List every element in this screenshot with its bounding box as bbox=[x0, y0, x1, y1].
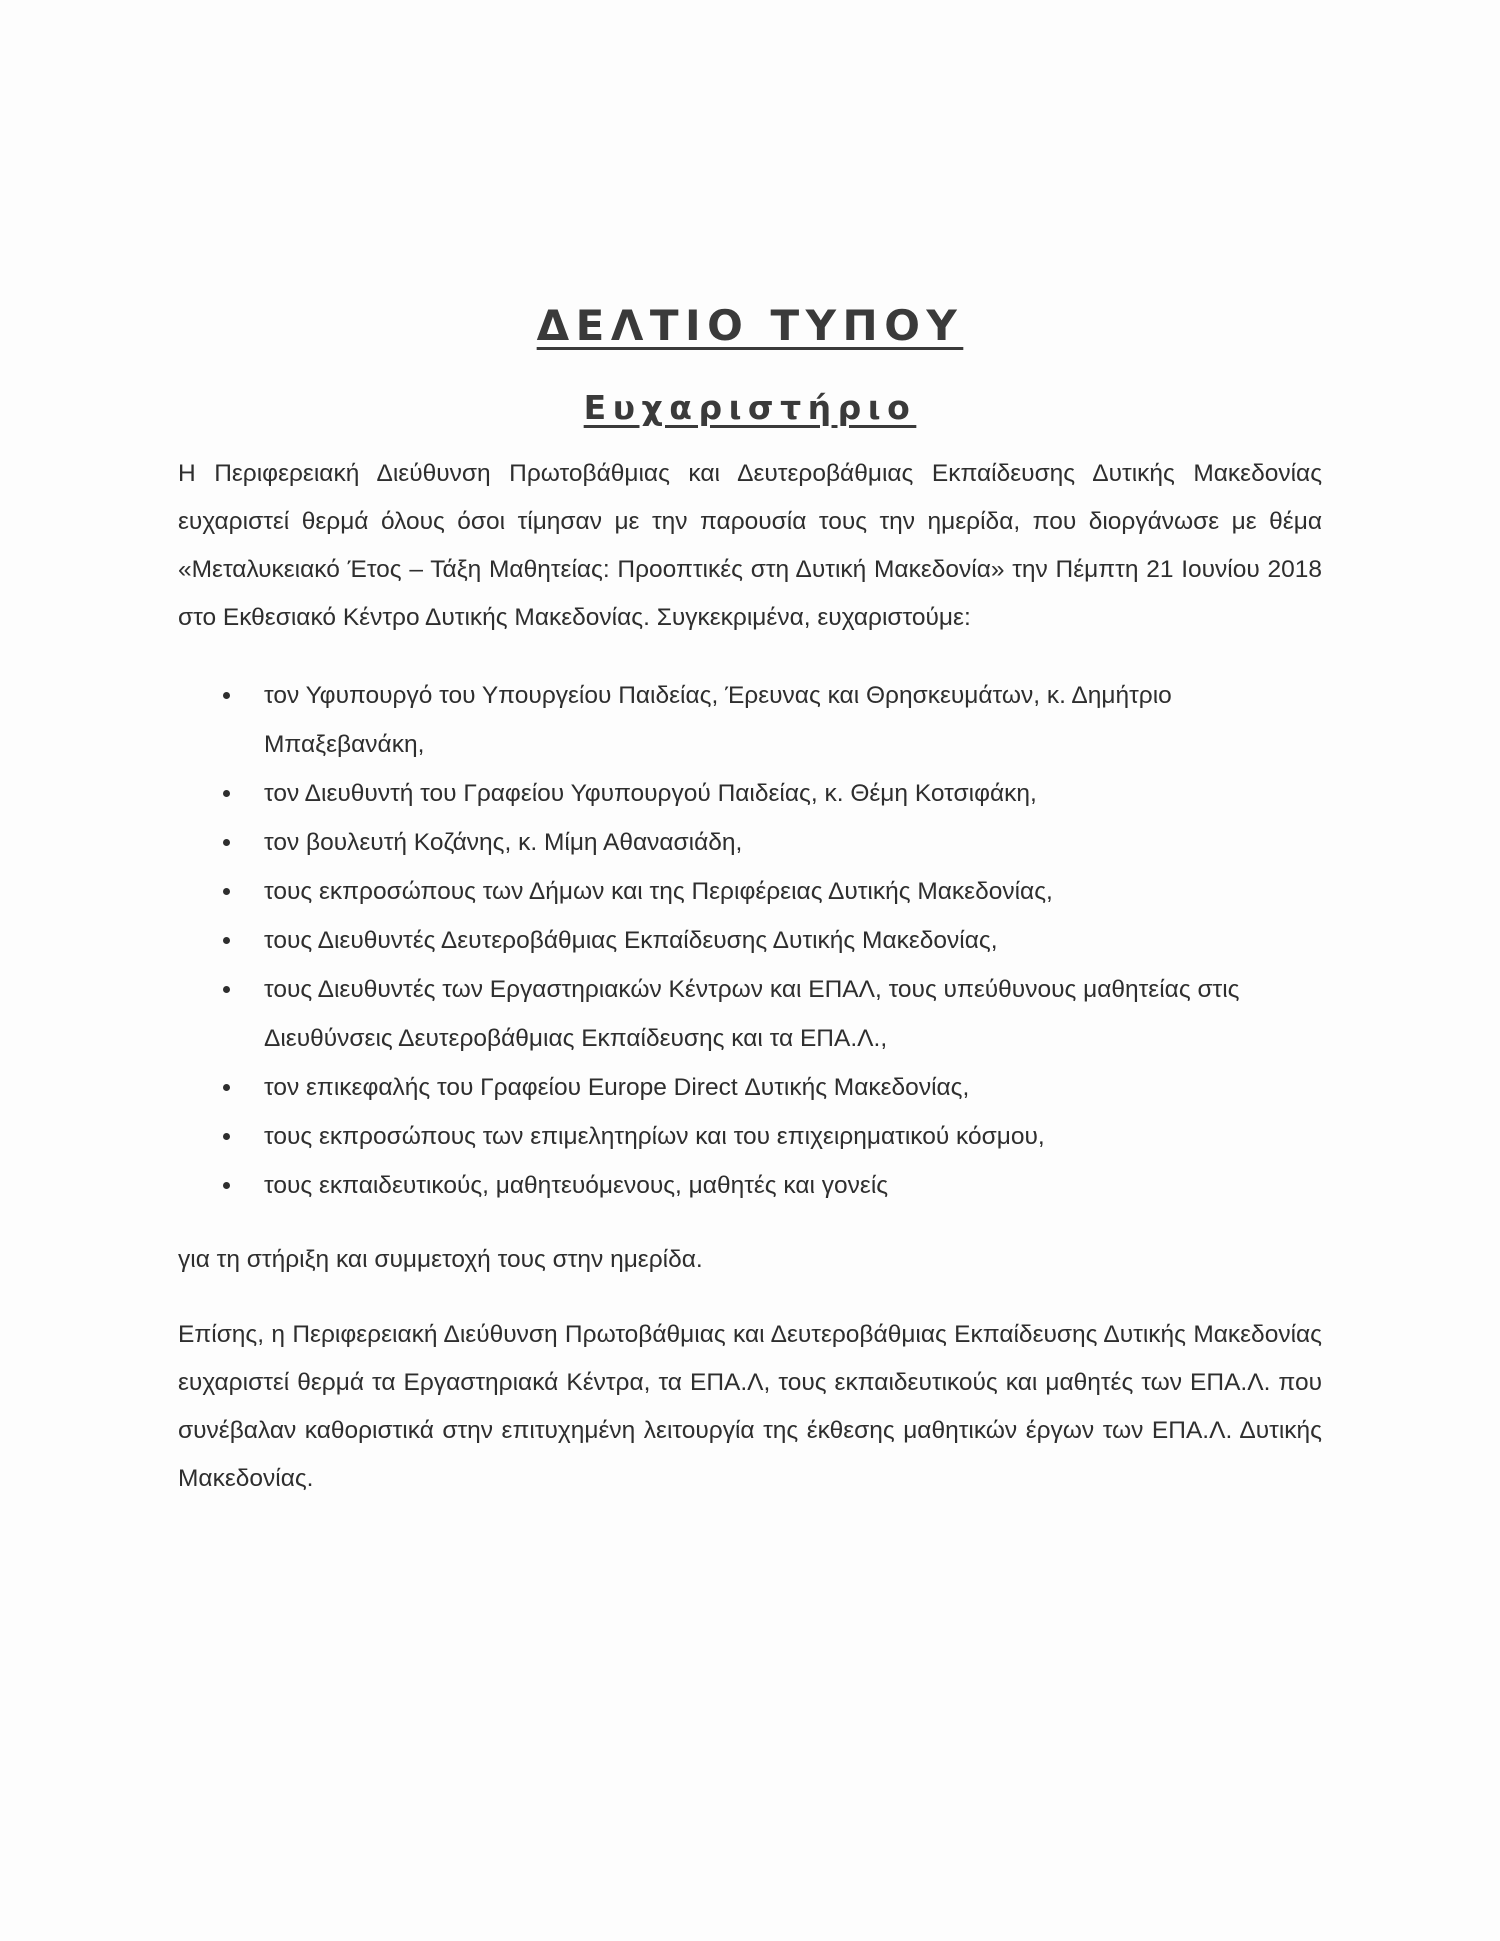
list-item: τον Υφυπουργό του Υπουργείου Παιδείας, Έρευνας και Θρησκευμάτων, κ. Δημήτριο Μπαξεβανάκη, bbox=[178, 671, 1322, 769]
list-item: τους Διευθυντές των Εργαστηριακών Κέντρων και ΕΠΑΛ, τους υπεύθυνους μαθητείας στις Διευθύνσεις Δευτεροβάθμιας Εκπαίδευσης και τα ΕΠΑ.Λ., bbox=[178, 965, 1322, 1063]
list-item: τους εκπαιδευτικούς, μαθητευόμενους, μαθητές και γονείς bbox=[178, 1161, 1322, 1210]
final-paragraph: Επίσης, η Περιφερειακή Διεύθυνση Πρωτοβάθμιας και Δευτεροβάθμιας Εκπαίδευσης Δυτικής Μακεδονίας ευχαριστεί θερμά τα Εργαστηριακά Κέντρα, τα ΕΠΑ.Λ, τους εκπαιδευτικούς και μαθητές των ΕΠΑ.Λ. που συνέβαλαν καθοριστικά στην επιτυχημένη λειτουργία της έκθεσης μαθητικών έργων των ΕΠΑ.Λ. Δυτικής Μακεδονίας. bbox=[178, 1321, 1322, 1492]
list-item: τον βουλευτή Κοζάνης, κ. Μίμη Αθανασιάδη, bbox=[178, 818, 1322, 867]
document-title bbox=[178, 296, 1322, 356]
list-item: τους εκπροσώπους των Δήμων και της Περιφέρειας Δυτικής Μακεδονίας, bbox=[178, 867, 1322, 916]
list-item: τους Διευθυντές Δευτεροβάθμιας Εκπαίδευσης Δυτικής Μακεδονίας, bbox=[178, 916, 1322, 965]
closing-line: για τη στήριξη και συμμετοχή τους στην ημερίδα. bbox=[178, 1246, 703, 1273]
intro-paragraph: Η Περιφερειακή Διεύθυνση Πρωτοβάθμιας και Δευτεροβάθμιας Εκπαίδευσης Δυτικής Μακεδονίας ευχαριστεί θερμά όλους όσοι τίμησαν με την παρουσία τους την ημερίδα, που διοργάνωσε με θέμα «Μεταλυκειακό Έτος – Τάξη Μαθητείας: Προοπτικές στη Δυτική Μακεδονία» την Πέμπτη 21 Ιουνίου 2018 στο Εκθεσιακό Κέντρο Δυτικής Μακεδονίας. Συγκεκριμένα, ευχαριστούμε: bbox=[178, 460, 1322, 631]
document-title-text: ΔΕΛΤΙΟ ΤΥΠΟΥ bbox=[536, 301, 964, 350]
list-item: τον Διευθυντή του Γραφείου Υφυπουργού Παιδείας, κ. Θέμη Κοτσιφάκη, bbox=[178, 769, 1322, 818]
document-subtitle bbox=[178, 383, 1322, 433]
thanks-list bbox=[178, 671, 1322, 1210]
list-item: τον επικεφαλής του Γραφείου Europe Direct Δυτικής Μακεδονίας, bbox=[178, 1063, 1322, 1112]
list-item: τους εκπροσώπους των επιμελητηρίων και του επιχειρηματικού κόσμου, bbox=[178, 1112, 1322, 1161]
document-subtitle-text: Ευχαριστήριο bbox=[583, 388, 917, 427]
